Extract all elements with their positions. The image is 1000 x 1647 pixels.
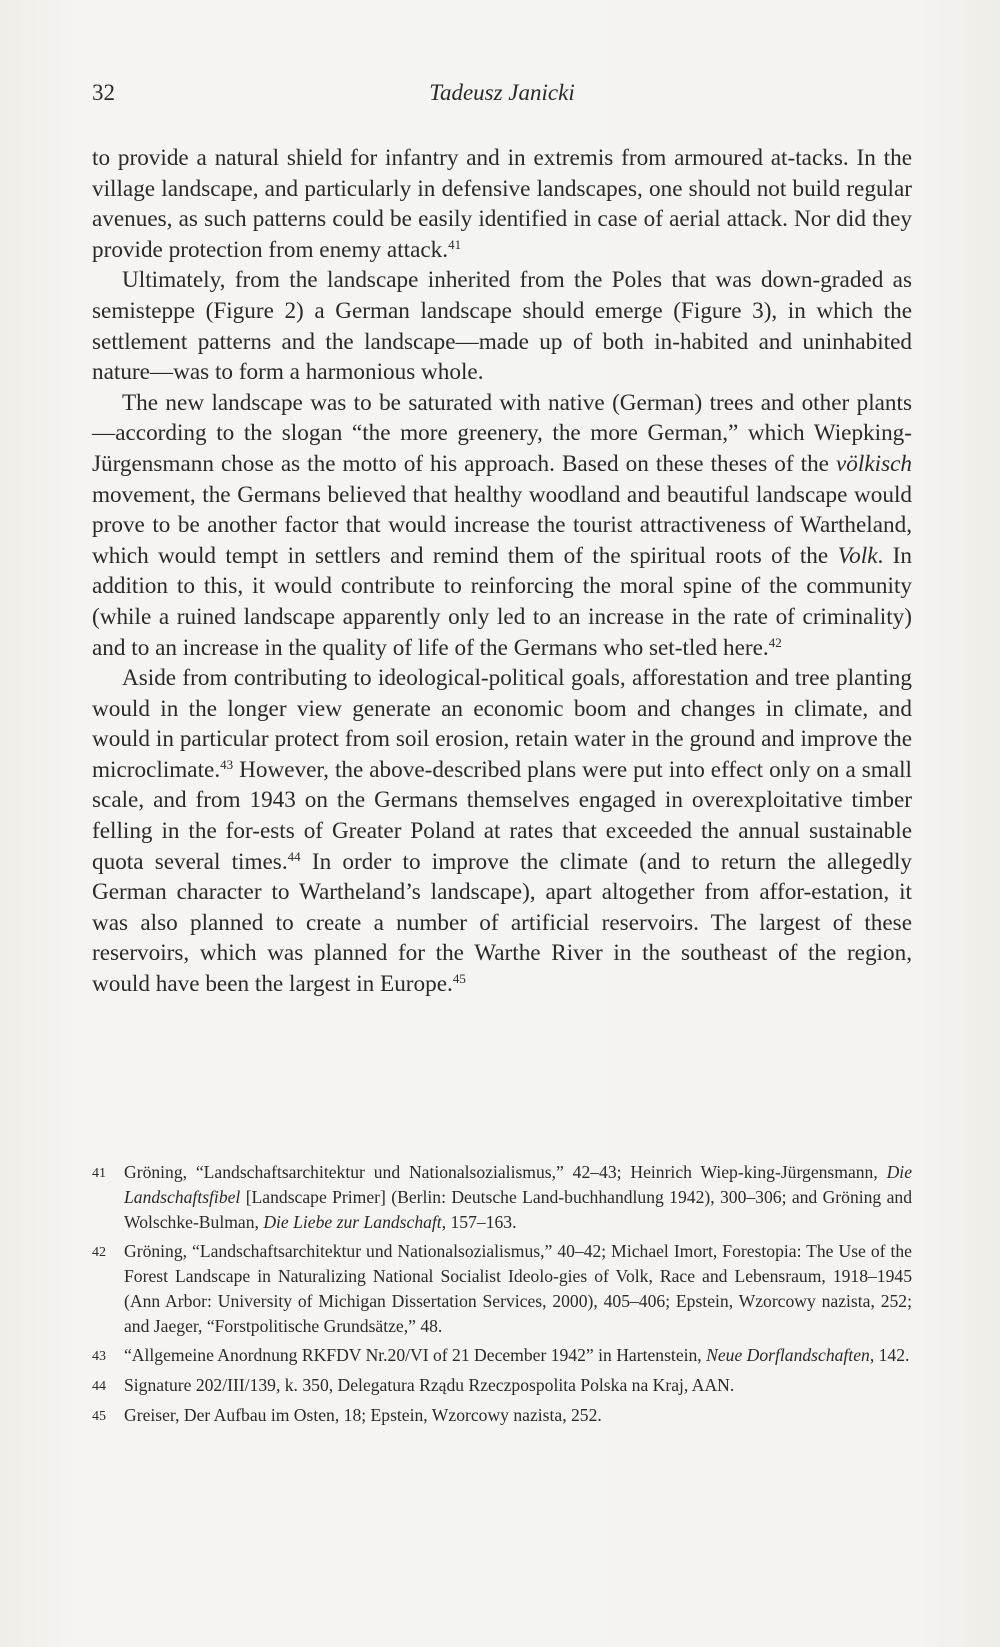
footnote-ref-45: 45: [452, 971, 466, 987]
footnote-ref-44: 44: [287, 848, 301, 864]
footnote-segment: , 142.: [869, 1345, 910, 1365]
paragraph-text: The new landscape was to be saturated with native (German) trees and other plants—according to the slogan “the more greenery, the more German,” which Wiepking-Jürgensmann chose as the motto of his approach. Based on these theses of the: [92, 389, 912, 477]
footnote-segment: “Allgemeine Anordnung RKFDV Nr.20/VI of 21 December 1942” in Hartenstein,: [124, 1345, 707, 1365]
footnote-number: 41: [92, 1166, 106, 1181]
body-text: [92, 143, 912, 1000]
footnote-42: [92, 1239, 912, 1339]
footnote-43: [92, 1343, 912, 1369]
footnote-41: [92, 1160, 912, 1235]
footnote-text: Gröning, “Landschaftsarchitektur und Nationalsozialismus,” 40–42; Michael Imort, Forestopia: The Use of the Forest Landscape in Naturalizing National Socialist Ideolo-gies of Volk, Race and Lebensraum, 1918–1945 (Ann Arbor: University of Michigan Dissertation Services, 2000), 405–406; Epstein, Wzorcowy nazista, 252; and Jaeger, “Forstpolitische Grundsätze,” 48.: [124, 1241, 912, 1336]
footnote-segment: Gröning, “Landschaftsarchitektur und Nationalsozialismus,” 42–43; Heinrich Wiep-king-Jürgensmann,: [124, 1162, 887, 1182]
paragraph-2: [92, 265, 912, 387]
footnote-number: 45: [92, 1409, 106, 1424]
footnote-text: [124, 1160, 912, 1235]
footnote-text: Greiser, Der Aufbau im Osten, 18; Epstein, Wzorcowy nazista, 252.: [124, 1405, 602, 1425]
footnote-text: Signature 202/III/139, k. 350, Delegatura Rządu Rzeczpospolita Polska na Kraj, AAN.: [124, 1375, 735, 1395]
italic-term: völkisch: [836, 450, 912, 477]
footnote-italic: Neue Dorflandschaften: [706, 1345, 870, 1365]
footnote-segment: [Landscape Primer] (Berlin: Deutsche Land-buchhandlung 1942), 300–306; and Gröning and Wolschke-Bulman,: [124, 1187, 912, 1232]
footnote-text: [124, 1343, 912, 1369]
page-number: 32: [92, 80, 115, 105]
footnote-ref-41: 41: [448, 236, 462, 252]
footnote-ref-43: 43: [220, 756, 234, 772]
paragraph-3: [92, 388, 912, 663]
italic-term: Volk: [837, 542, 878, 569]
footnote-segment: , 157–163.: [441, 1212, 517, 1232]
footnote-number: 44: [92, 1379, 106, 1394]
paragraph-1: [92, 143, 912, 265]
footnote-number: 43: [92, 1349, 106, 1364]
paragraph-text: . In addition to this, it would contribute to reinforcing the moral spine of the community (while a ruined landscape apparently only led to an increase in the rate of criminality) and to an increase in the quality of life of the Germans who set-tled here.: [92, 542, 912, 661]
paragraph-text: However, the above-described plans were put into effect only on a small scale, and from 1943 on the Germans themselves engaged in overexploitative timber felling in the for-ests of Greater Poland at rates that exceeded the annual sustainable quota several times.: [92, 756, 912, 875]
paragraph-text: Aside from contributing to ideological-political goals, afforestation and tree planting would in the longer view generate an economic boom and changes in climate, and would in particular protect from soil erosion, retain water in the ground and improve the microclimate.: [92, 665, 912, 783]
footnotes: [92, 1160, 912, 1433]
paragraph-text: to provide a natural shield for infantry and in extremis from armoured at-tacks. In the village landscape, and particularly in defensive landscapes, one should not build regular avenues, as such patterns could be easily identified in case of aerial attack. Nor did they provide protection from enemy attack.: [92, 145, 912, 263]
paragraph-text: movement, the Germans believed that healthy woodland and beautiful landscape would prove to be another factor that would increase the tourist attractiveness of Wartheland, which would tempt in settlers and remind them of the spiritual roots of the: [92, 481, 912, 569]
running-head: [92, 80, 912, 110]
footnote-number: 42: [92, 1245, 106, 1260]
paragraph-text: Ultimately, from the landscape inherited from the Poles that was down-graded as semisteppe (Figure 2) a German landscape should emerge (Figure 3), in which the settlement patterns and the landscape—made up of both in-habited and uninhabited nature—was to form a harmonious whole.: [92, 267, 912, 386]
paragraph-4: [92, 663, 912, 1000]
footnote-ref-42: 42: [768, 634, 782, 650]
footnote-italic: Die Liebe zur Landschaft: [263, 1212, 442, 1232]
paragraph-text: In order to improve the climate (and to return the allegedly German character to Wartheland’s landscape), apart altogether from affor-estation, it was also planned to create a number of artificial reservoirs. The largest of these reservoirs, which was planned for the Warthe River in the southeast of the region, would have been the largest in Europe.: [92, 848, 912, 998]
footnote-45: [92, 1403, 912, 1429]
footnote-44: [92, 1373, 912, 1399]
running-title: Tadeusz Janicki: [429, 80, 575, 105]
footnote-italic: Die Landschaftsfibel: [124, 1162, 912, 1207]
